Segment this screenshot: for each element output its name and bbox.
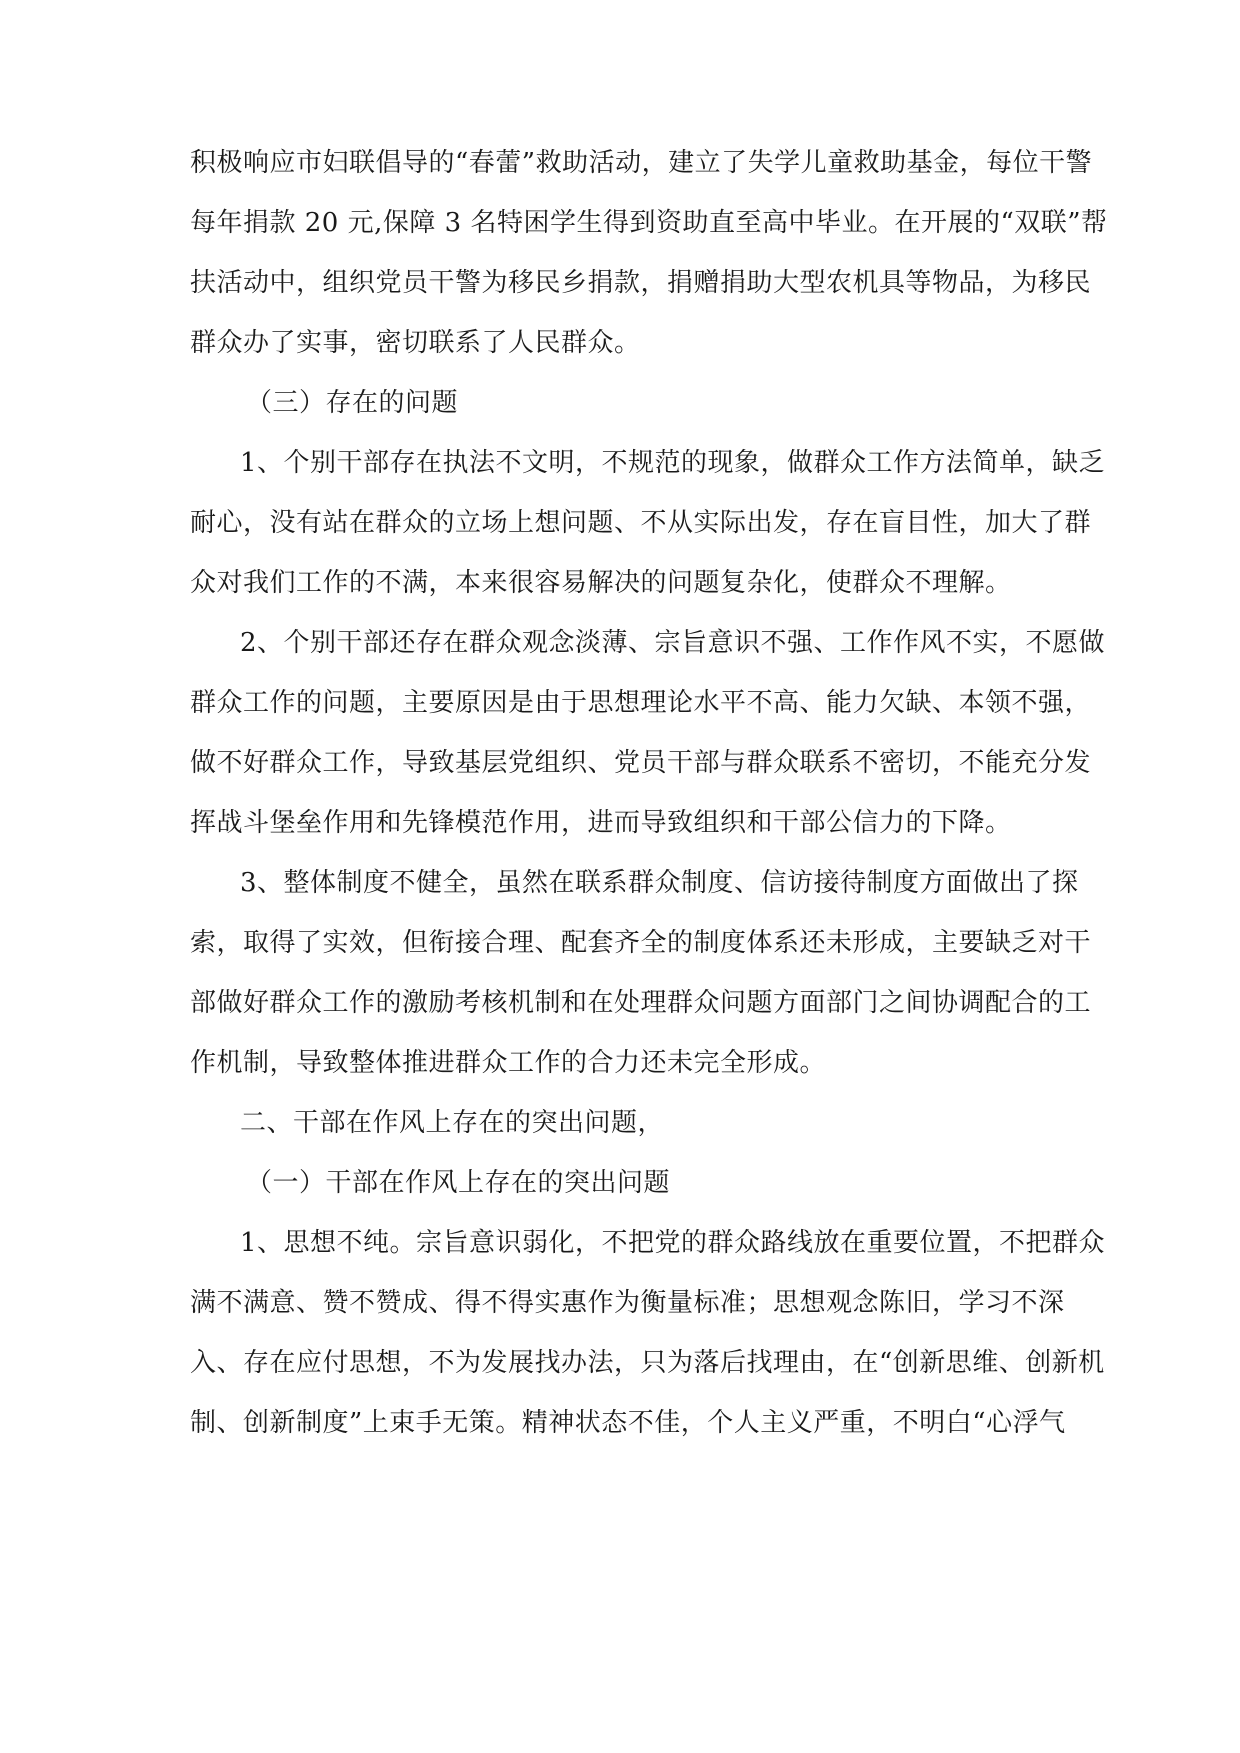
text-line: 耐心，没有站在群众的立场上想问题、不从实际出发，存在盲目性，加大了群 (190, 508, 1092, 538)
section-heading: 二、干部在作风上存在的突出问题， (240, 1108, 665, 1138)
text-line: 作机制，导致整体推进群众工作的合力还未完全形成。 (190, 1048, 827, 1078)
text-line: 3、整体制度不健全，虽然在联系群众制度、信访接待制度方面做出了探 (240, 868, 1079, 898)
text-line: 每年捐款 20 元,保障 3 名特困学生得到资助直至高中毕业。在开展的“双联”帮 (190, 208, 1108, 238)
section-heading: （三）存在的问题 (246, 388, 459, 418)
text-line: 制、创新制度”上束手无策。精神状态不佳，个人主义严重，不明白“心浮气 (190, 1408, 1066, 1438)
text-line: 满不满意、赞不赞成、得不得实惠作为衡量标准；思想观念陈旧，学习不深 (190, 1288, 1065, 1318)
text-line: 2、个别干部还存在群众观念淡薄、宗旨意识不强、工作作风不实，不愿做 (240, 628, 1106, 658)
text-line: 积极响应市妇联倡导的“春蕾”救助活动，建立了失学儿童救助基金，每位干警 (190, 148, 1093, 178)
text-line: 挥战斗堡垒作用和先锋模范作用，进而导致组织和干部公信力的下降。 (190, 808, 1012, 838)
text-line: 群众工作的问题，主要原因是由于思想理论水平不高、能力欠缺、本领不强， (190, 688, 1092, 718)
text-line: 扶活动中，组织党员干警为移民乡捐款，捐赠捐助大型农机具等物品，为移民 (190, 268, 1092, 298)
text-line: 1、思想不纯。宗旨意识弱化，不把党的群众路线放在重要位置，不把群众 (240, 1228, 1106, 1258)
text-line: 群众办了实事，密切联系了人民群众。 (190, 328, 641, 358)
text-line: 入、存在应付思想，不为发展找办法，只为落后找理由，在“创新思维、创新机 (190, 1348, 1105, 1378)
text-line: 索，取得了实效，但衔接合理、配套齐全的制度体系还未形成，主要缺乏对干 (190, 928, 1092, 958)
subsection-heading: （一）干部在作风上存在的突出问题 (246, 1168, 671, 1198)
text-line: 1、个别干部存在执法不文明，不规范的现象，做群众工作方法简单，缺乏 (240, 448, 1106, 478)
text-line: 众对我们工作的不满，本来很容易解决的问题复杂化，使群众不理解。 (190, 568, 1012, 598)
text-line: 做不好群众工作，导致基层党组织、党员干部与群众联系不密切，不能充分发 (190, 748, 1092, 778)
text-line: 部做好群众工作的激励考核机制和在处理群众问题方面部门之间协调配合的工 (190, 988, 1092, 1018)
